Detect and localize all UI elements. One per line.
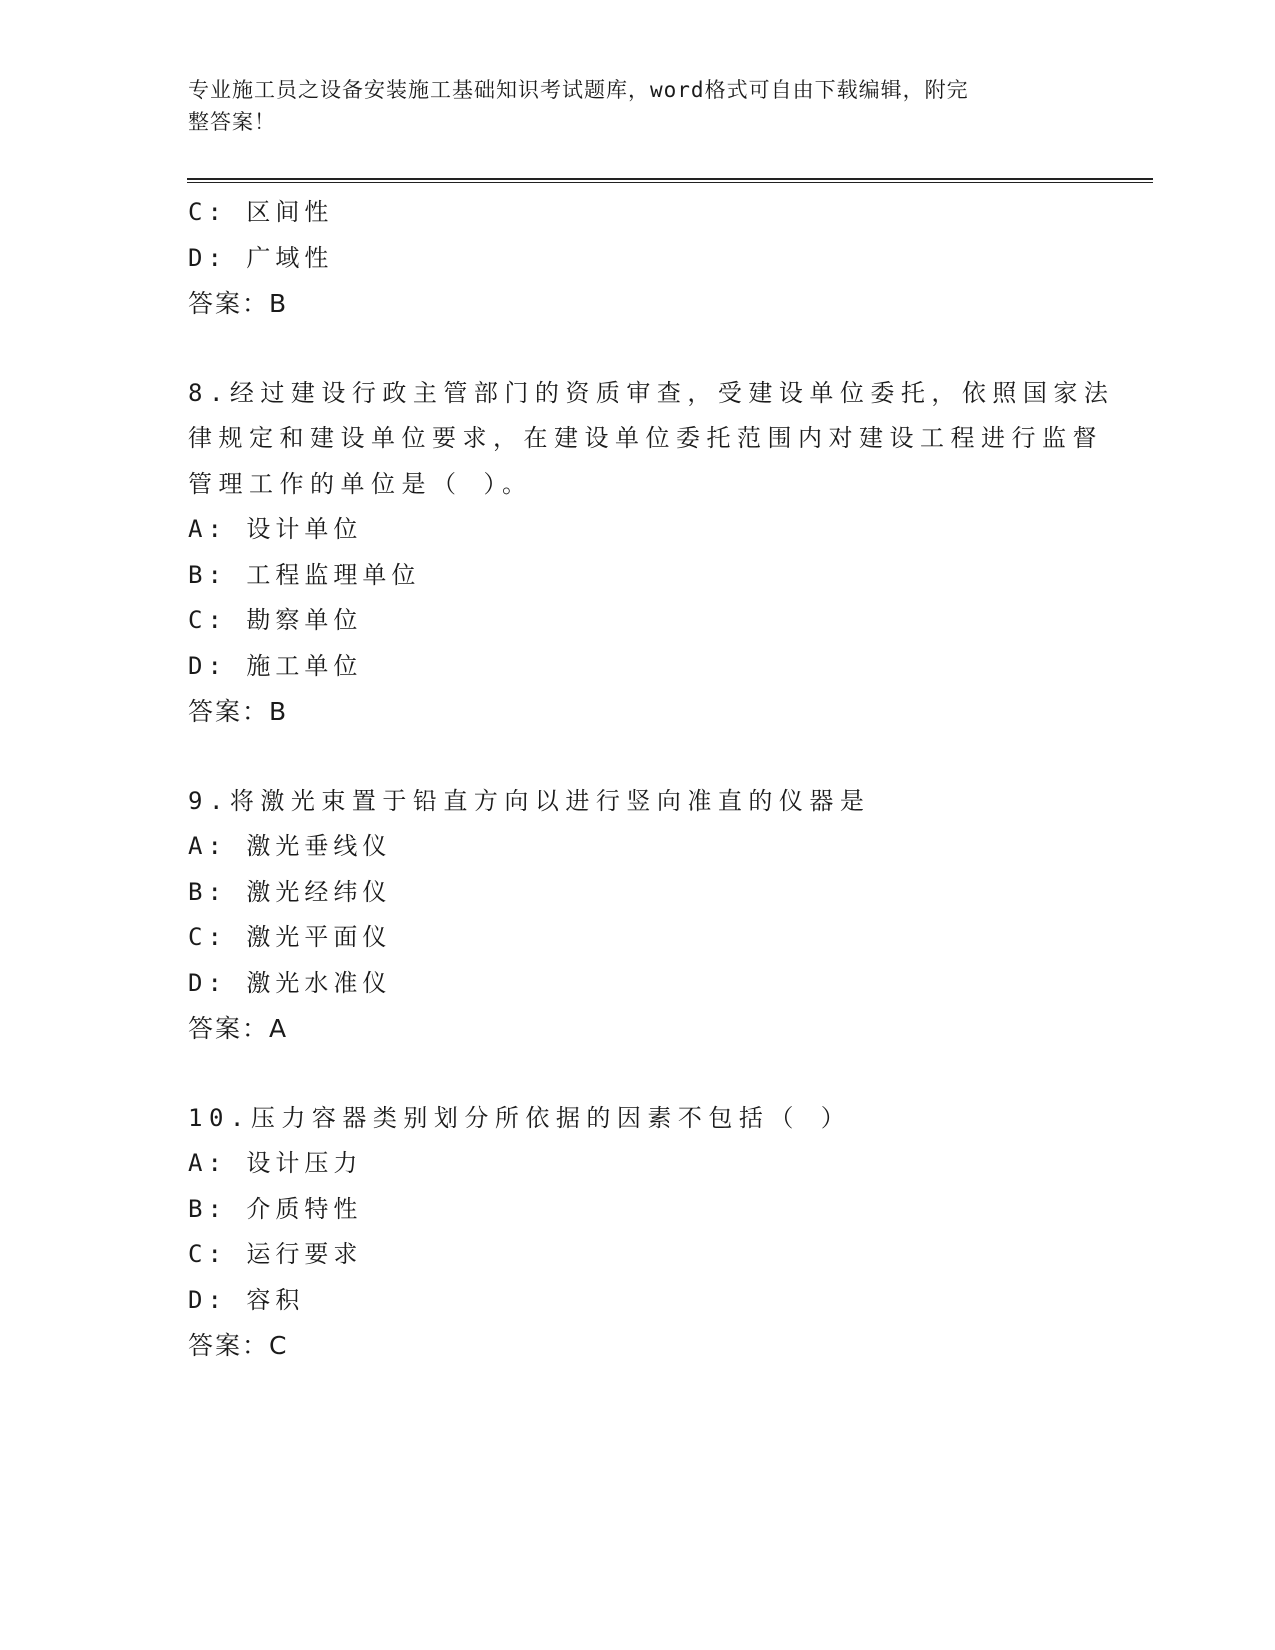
option-label: D: bbox=[188, 1285, 227, 1314]
option-c bbox=[188, 915, 1088, 961]
header-title-line-1: 专业施工员之设备安装施工基础知识考试题库，word格式可自由下载编辑，附完 bbox=[188, 78, 969, 102]
option-d bbox=[188, 961, 1088, 1007]
option-text: 工程监理单位 bbox=[246, 560, 421, 589]
option-text: 激光经纬仪 bbox=[246, 877, 392, 906]
option-text: 激光平面仪 bbox=[246, 923, 392, 951]
option-text: 设计单位 bbox=[246, 515, 363, 543]
option-text: 设计压力 bbox=[246, 1149, 363, 1177]
option-a bbox=[188, 507, 1088, 553]
option-b bbox=[188, 1187, 1088, 1233]
option-d bbox=[188, 236, 1088, 282]
question-10 bbox=[188, 1096, 1088, 1369]
header-title-line-2: 整答案！ bbox=[188, 110, 276, 134]
option-label: D: bbox=[188, 651, 227, 680]
option-text: 激光垂线仪 bbox=[246, 832, 392, 860]
question-stem: 管理工作的单位是（ ）。 bbox=[188, 469, 533, 498]
question-9 bbox=[188, 779, 1088, 1052]
option-c bbox=[188, 190, 1088, 236]
option-text: 广域性 bbox=[246, 243, 334, 272]
option-text: 介质特性 bbox=[246, 1194, 363, 1223]
option-text: 勘察单位 bbox=[246, 606, 363, 634]
answer: 答案：B bbox=[188, 289, 289, 318]
option-label: B: bbox=[188, 877, 227, 906]
option-text: 激光水准仪 bbox=[246, 968, 392, 997]
option-label: A: bbox=[188, 1149, 227, 1177]
option-label: C: bbox=[188, 606, 227, 634]
option-label: D: bbox=[188, 243, 227, 272]
option-text: 施工单位 bbox=[246, 651, 363, 680]
option-label: C: bbox=[188, 1240, 227, 1268]
option-label: A: bbox=[188, 515, 227, 543]
question-stem: 9.将激光束置于铅直方向以进行竖向准直的仪器是 bbox=[188, 786, 871, 815]
option-c bbox=[188, 1232, 1088, 1278]
option-a bbox=[188, 1141, 1088, 1187]
question-stem: 律规定和建设单位要求，在建设单位委托范围内对建设工程进行监督 bbox=[188, 424, 1103, 452]
option-b bbox=[188, 870, 1088, 916]
option-b bbox=[188, 553, 1088, 599]
option-label: B: bbox=[188, 1194, 227, 1223]
page-header bbox=[188, 74, 1068, 138]
option-label: D: bbox=[188, 968, 227, 997]
question-7-tail bbox=[188, 190, 1088, 327]
option-label: C: bbox=[188, 923, 227, 951]
option-text: 区间性 bbox=[246, 198, 334, 226]
answer: 答案：C bbox=[188, 1331, 289, 1360]
header-divider bbox=[187, 178, 1153, 183]
question-stem: 10.压力容器类别划分所依据的因素不包括（ ） bbox=[188, 1103, 852, 1132]
answer: 答案：A bbox=[188, 1014, 289, 1043]
option-label: A: bbox=[188, 832, 227, 860]
option-a bbox=[188, 824, 1088, 870]
option-d bbox=[188, 644, 1088, 690]
question-8 bbox=[188, 371, 1115, 735]
option-text: 容积 bbox=[246, 1285, 305, 1314]
option-d bbox=[188, 1278, 1088, 1324]
question-stem: 8.经过建设行政主管部门的资质审查，受建设单位委托，依照国家法 bbox=[188, 378, 1115, 407]
option-label: B: bbox=[188, 560, 227, 589]
option-text: 运行要求 bbox=[246, 1240, 363, 1268]
document-body bbox=[188, 190, 1115, 1369]
option-c bbox=[188, 598, 1088, 644]
answer: 答案：B bbox=[188, 697, 289, 726]
option-label: C: bbox=[188, 198, 227, 226]
